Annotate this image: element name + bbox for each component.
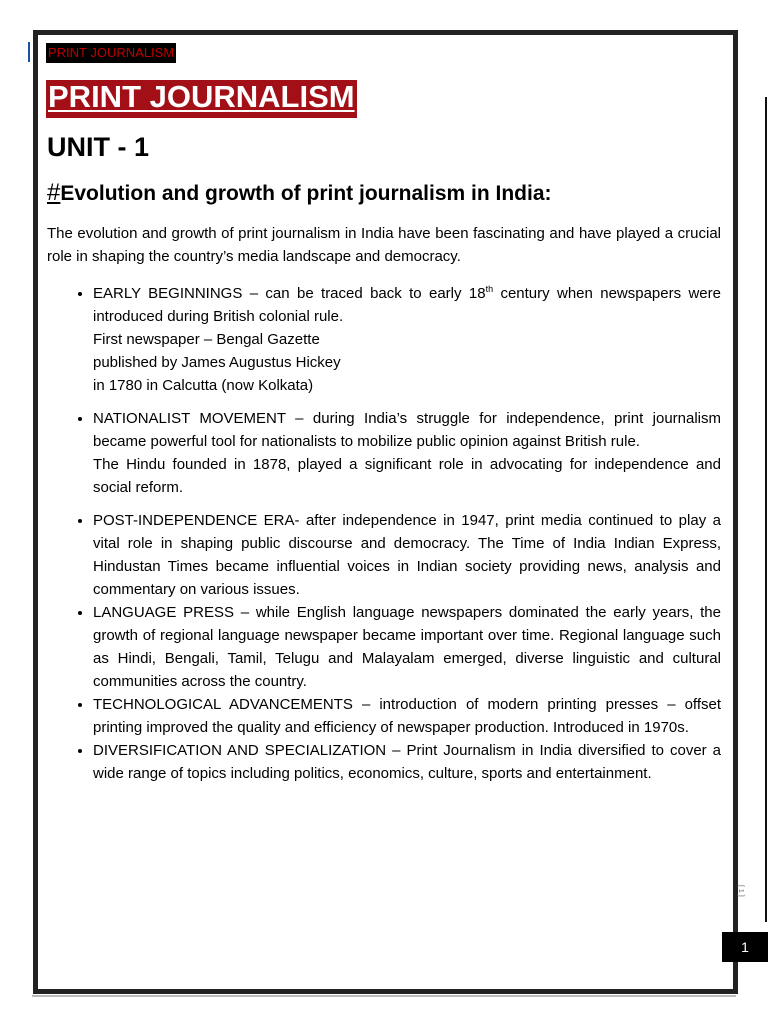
publisher-line: published by James Augustus Hickey	[93, 354, 341, 371]
hash-symbol: #	[47, 179, 61, 206]
intro-paragraph: The evolution and growth of print journalism in India have been fascinating and have played a crucial role in shaping the country’s media landscape and democracy.	[47, 225, 721, 265]
list-item-early-beginnings	[93, 278, 721, 397]
document-title: PRINT JOURNALISM	[46, 80, 357, 118]
content-body	[47, 222, 721, 785]
page-number: 1	[722, 932, 768, 962]
list-item-nationalist	[93, 407, 721, 499]
list-item-technological: • TECHNOLOGICAL ADVANCEMENTS – introduction of modern printing presses – offset printing improved the quality and efficiency of newspaper production. Introduced in 1970s.	[93, 693, 721, 739]
list-item-language-press: • LANGUAGE PRESS – while English language newspapers dominated the early years, the growth of regional language newspaper became important over time. Regional language such as Hindi, Bengali, Tamil, Telugu and Malayalam emerged, diverse linguistic and cultural communities across the country.	[93, 601, 721, 693]
early-text: EARLY BEGINNINGS – can be traced back to early 18	[93, 285, 486, 302]
early-text-cont: century when newspapers were introduced during British colonial rule.	[93, 285, 721, 325]
side-marker: [ 1 ]	[737, 885, 744, 897]
right-margin-rule	[765, 97, 767, 922]
year-line: in 1780 in Calcutta (now Kolkata)	[93, 377, 314, 394]
list-item-diversification: • DIVERSIFICATION AND SPECIALIZATION – Print Journalism in India diversified to cover a wide range of topics including politics, economics, culture, sports and entertainment.	[93, 739, 721, 785]
section-heading	[47, 178, 552, 209]
nationalist-text: NATIONALIST MOVEMENT – during India’s struggle for independence, print journalism became powerful tool for nationalists to mobilize public opinion against British rule.	[93, 410, 721, 450]
bullet-list	[47, 278, 721, 785]
list-item-post-independence: • POST-INDEPENDENCE ERA- after independence in 1947, print media continued to play a vital role in shaping public discourse and democracy. The Time of India Indian Express, Hindustan Times became influential voices in Indian society providing news, analysis and commentary on various issues.	[93, 509, 721, 601]
superscript-th: th	[485, 284, 494, 294]
text-cursor	[28, 42, 30, 62]
hindu-note: The Hindu founded in 1878, played a significant role in advocating for independence and social reform.	[93, 456, 721, 496]
section-heading-text: Evolution and growth of print journalism in India:	[60, 182, 552, 205]
unit-heading: UNIT - 1	[47, 132, 150, 162]
first-newspaper: First newspaper – Bengal Gazette	[93, 331, 320, 348]
page-shadow	[32, 995, 736, 997]
running-header: PRINT JOURNALISM	[46, 43, 176, 63]
